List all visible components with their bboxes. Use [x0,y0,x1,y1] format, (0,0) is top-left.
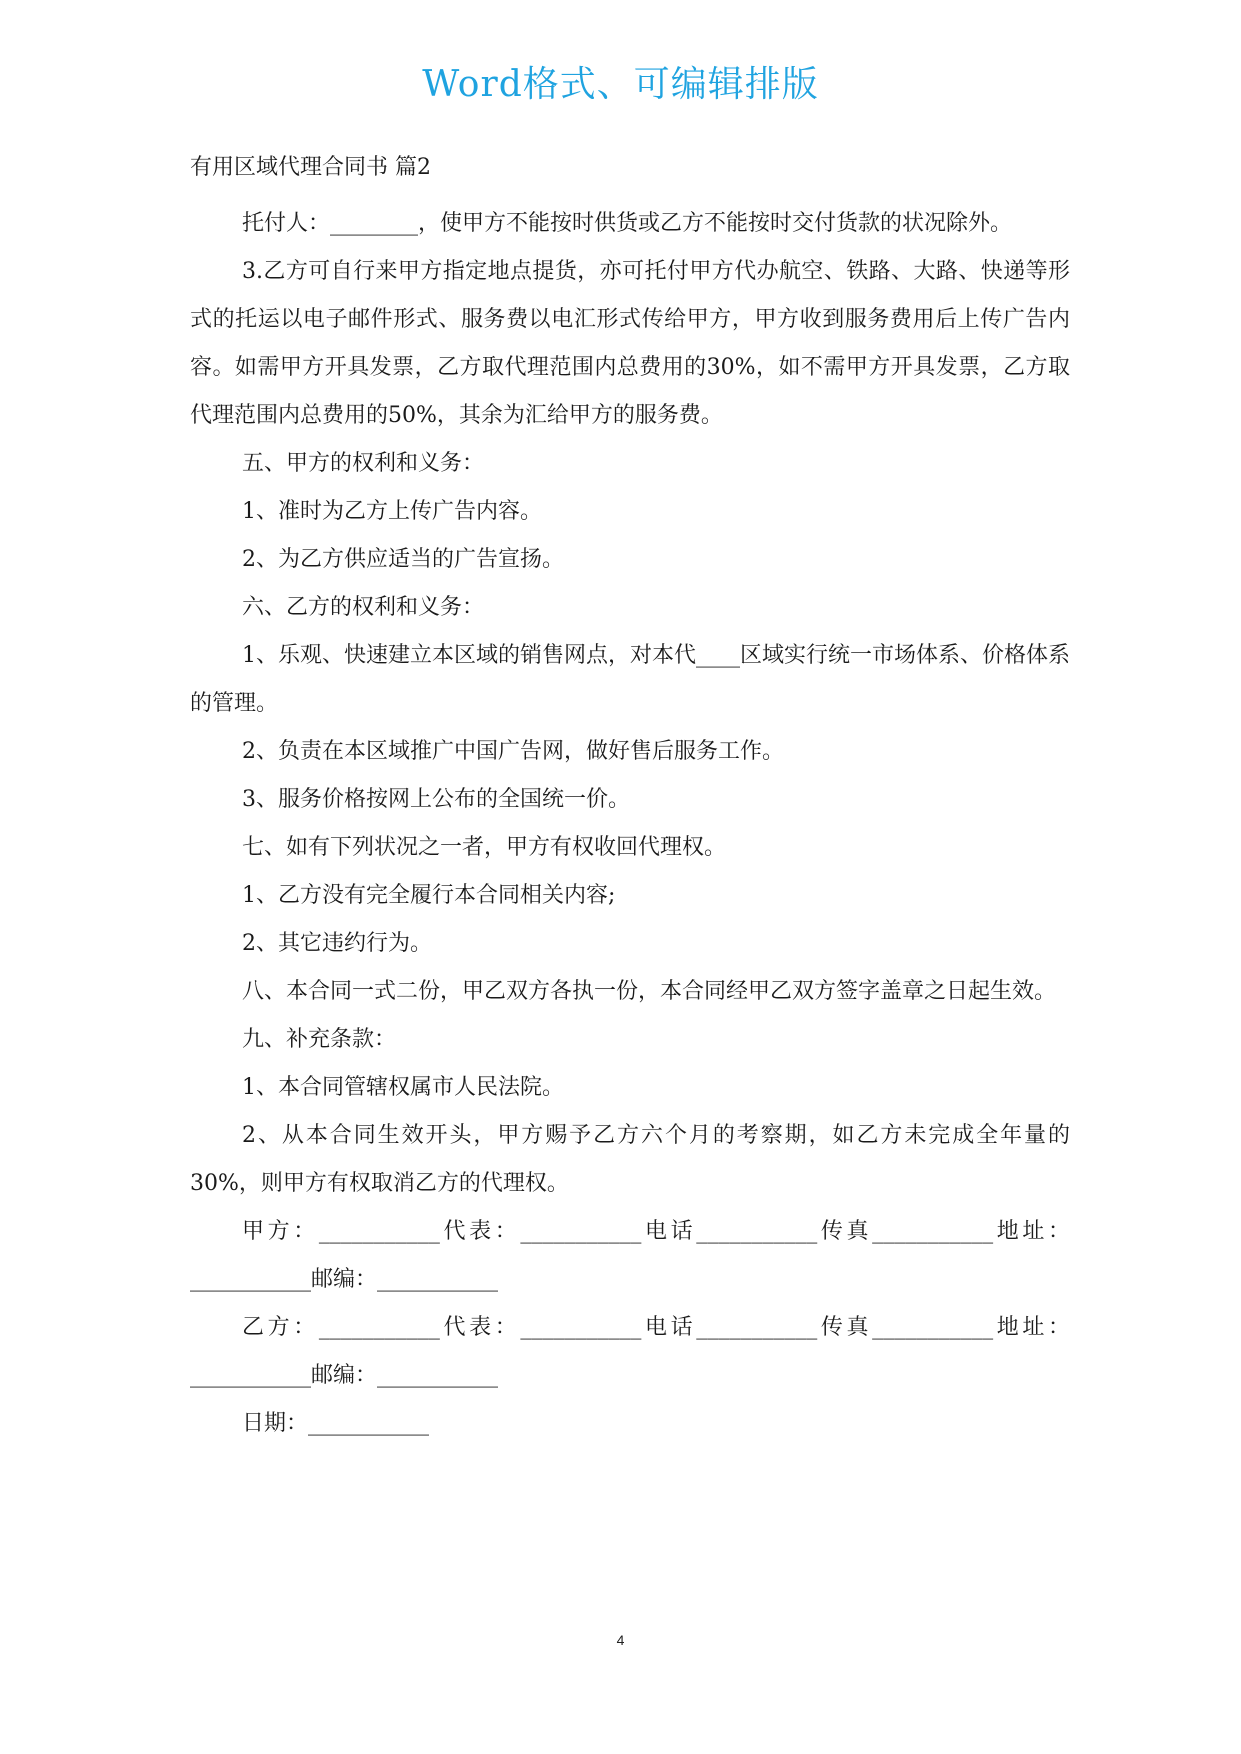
paragraph-delivery-payment: 3.乙方可自行来甲方指定地点提货，亦可托付甲方代办航空、铁路、大路、快递等形式的托运以电子邮件形式、服务费以电汇形式传给甲方，甲方收到服务费用后上传广告内容。如需甲方开具发票，乙方取代理范围内总费用的30%，如不需甲方开具发票，乙方取代理范围内总费用的50%，其余为汇给甲方的服务费。 [190,259,1070,428]
paragraph-supplementary-item-1: 1、本合同管辖权属市人民法院。 [242,1075,564,1100]
paragraph-copies-effective: 八、本合同一式二份，甲乙双方各执一份，本合同经甲乙双方签字盖章之日起生效。 [242,979,1057,1004]
document-title: 有用区域代理合同书 篇2 [190,155,431,180]
section-heading-supplementary: 九、补充条款： [242,1027,397,1052]
paragraph-party-b-item-1: 1、乐观、快速建立本区域的销售网点，对本代____区域实行统一市场体系、价格体系的管理。 [190,643,1070,716]
page-header-title: Word格式、可编辑排版 [422,64,819,105]
paragraph-revocation-item-1: 1、乙方没有完全履行本合同相关内容; [242,883,616,908]
document-body [190,152,1070,1448]
paragraph-supplementary-item-2: 2、从本合同生效开头，甲方赐予乙方六个月的考察期，如乙方未完成全年量的30%，则甲方有权取消乙方的代理权。 [190,1123,1070,1196]
signature-line-date: 日期：___________ [242,1411,430,1436]
section-heading-revocation: 七、如有下列状况之一者，甲方有权收回代理权。 [242,835,727,860]
section-heading-party-b-rights: 六、乙方的权利和义务： [242,595,485,620]
signature-line-party-b: 乙方：___________代表：___________电话___________传真___________地址：___________邮编：___________ [190,1315,1070,1388]
paragraph-party-a-item-2: 2、为乙方供应适当的广告宣扬。 [242,547,564,572]
paragraph-party-b-item-3: 3、服务价格按网上公布的全国统一价。 [242,787,630,812]
paragraph-revocation-item-2: 2、其它违约行为。 [242,931,432,956]
paragraph-party-b-item-2: 2、负责在本区域推广中国广告网，做好售后服务工作。 [242,739,784,764]
paragraph-party-a-item-1: 1、准时为乙方上传广告内容。 [242,499,542,524]
page-number: 4 [616,1632,625,1648]
signature-line-party-a: 甲方：___________代表：___________电话___________传真___________地址：___________邮编：___________ [190,1219,1070,1292]
paragraph-force-majeure: 托付人：________，使甲方不能按时供货或乙方不能按时交付货款的状况除外。 [242,211,1013,236]
section-heading-party-a-rights: 五、甲方的权利和义务： [242,451,485,476]
